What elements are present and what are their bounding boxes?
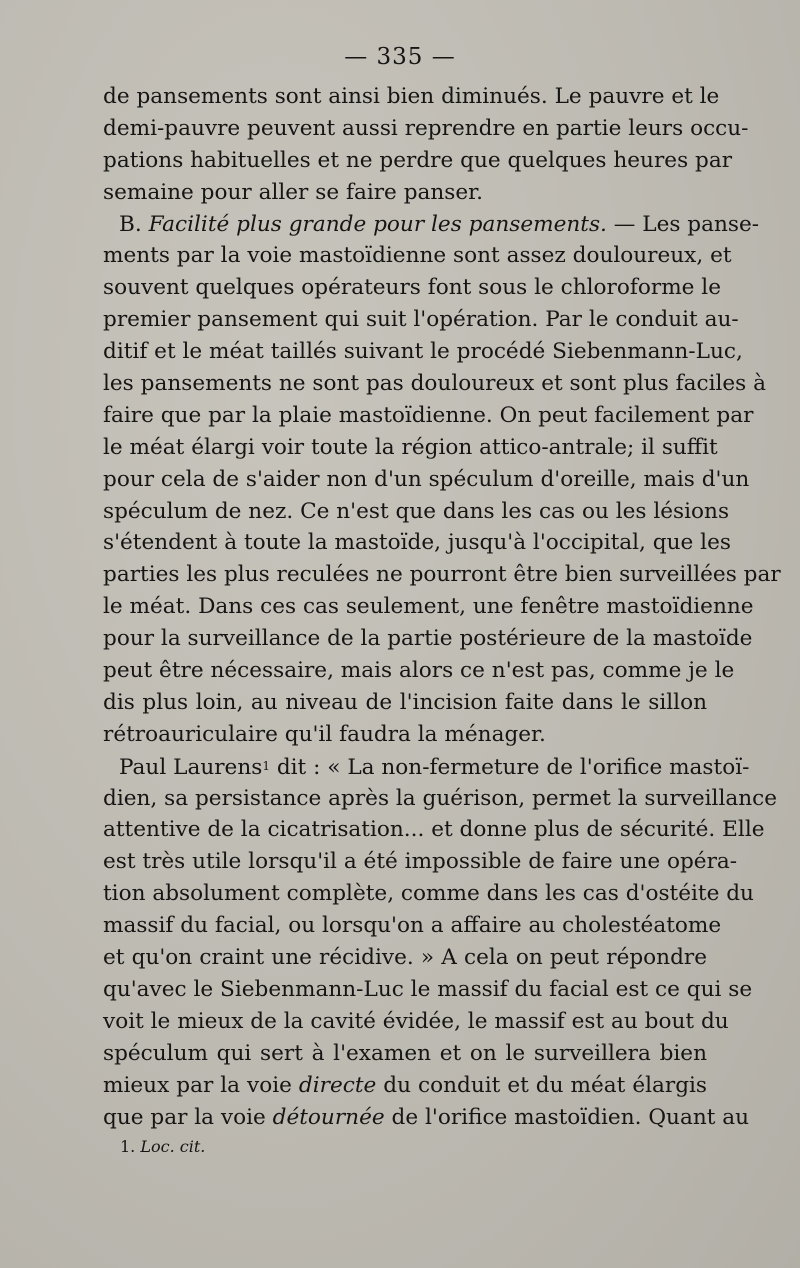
text-line — [103, 304, 739, 336]
text-segment: spéculum de nez. Ce n'est que dans les cas ou les lésions — [103, 498, 730, 524]
text-segment: dien, sa persistance après la guérison, permet la surveillance — [103, 785, 778, 811]
text-line — [103, 400, 754, 432]
text-segment: pour cela de s'aider non d'un spéculum d'oreille, mais d'un — [103, 466, 750, 492]
footnote — [120, 1137, 205, 1156]
text-line — [103, 814, 765, 846]
text-line — [103, 719, 707, 751]
text-line — [103, 910, 722, 942]
text-segment: voit le mieux de la cavité évidée, le massif est au bout du — [103, 1008, 729, 1034]
text-segment: tion absolument complète, comme dans les cas d'ostéite du — [103, 881, 754, 907]
text-segment: s'étendent à toute la mastoïde, jusqu'à l'occipital, que les — [103, 530, 731, 556]
text-segment: faire que par la plaie mastoïdienne. On peut facilement par — [103, 402, 754, 428]
text-line — [103, 878, 754, 910]
text-segment: — Les panse- — [606, 211, 760, 237]
text-segment: que par la voie — [103, 1104, 273, 1130]
text-segment: B. — [119, 211, 149, 237]
text-line — [103, 1102, 750, 1134]
text-line — [103, 368, 767, 400]
text-segment: le méat élargi voir toute la région attico-antrale; il suffit — [103, 434, 718, 460]
text-segment: dis plus loin, au niveau de l'incision faite dans le sillon — [103, 689, 707, 715]
text-segment: qu'avec le Siebenmann-Luc le massif du facial est ce qui se — [103, 976, 753, 1002]
text-segment: pations habituelles et ne perdre que quelques heures par — [103, 147, 733, 173]
text-line — [103, 591, 754, 623]
text-line — [103, 1038, 707, 1070]
text-line — [103, 496, 730, 528]
text-line — [103, 527, 731, 559]
text-segment: ditif et le méat taillés suivant le procédé Siebenmann-Luc, — [103, 339, 743, 365]
text-segment: semaine pour aller se faire panser. — [103, 179, 483, 205]
text-segment: dit : « La non-fermeture de l'orifice mastoï- — [269, 754, 750, 780]
text-line — [103, 655, 735, 687]
text-segment: détournée — [272, 1104, 385, 1130]
footnote-number: 1. — [120, 1137, 141, 1156]
text-segment: premier pansement qui suit l'opération. Par le conduit au- — [103, 307, 739, 333]
text-segment: Paul Laurens — [119, 754, 263, 780]
text-line — [103, 209, 760, 241]
text-line — [103, 113, 749, 145]
body-text — [103, 81, 781, 1133]
text-segment: ments par la voie mastoïdienne sont assez douloureux, et — [103, 243, 732, 269]
page-number: — 335 — — [344, 44, 456, 70]
text-line — [103, 464, 750, 496]
text-line — [103, 145, 733, 177]
text-segment: rétroauriculaire qu'il faudra la ménager. — [103, 721, 546, 747]
text-segment: attentive de la cicatrisation... et donne plus de sécurité. Elle — [103, 817, 765, 843]
text-segment: Facilité plus grande pour les pansements. — [148, 211, 607, 237]
text-line — [103, 783, 778, 815]
text-line — [103, 623, 753, 655]
text-segment: de pansements sont ainsi bien diminués. Le pauvre et le — [103, 84, 720, 109]
text-segment: parties les plus reculées ne pourront être bien surveillées par — [103, 562, 781, 588]
text-segment: peut être nécessaire, mais alors ce n'est pas, comme je le — [103, 658, 735, 684]
text-line — [103, 177, 707, 209]
text-line — [103, 432, 718, 464]
text-line — [103, 240, 732, 272]
text-line — [103, 1006, 729, 1038]
text-segment: souvent quelques opérateurs font sous le chloroforme le — [103, 275, 721, 301]
text-line — [103, 942, 707, 974]
text-line — [103, 559, 781, 591]
footnote-ref: 1 — [262, 758, 270, 773]
text-segment: est très utile lorsqu'il a été impossible de faire une opéra- — [103, 849, 738, 875]
text-segment: de l'orifice mastoïdien. Quant au — [384, 1104, 750, 1130]
text-line — [103, 1070, 707, 1102]
text-segment: pour la surveillance de la partie postérieure de la mastoïde — [103, 626, 753, 652]
text-line — [103, 687, 707, 719]
text-segment: et qu'on craint une récidive. » A cela on peut répondre — [103, 945, 707, 971]
text-segment: massif du facial, ou lorsqu'on a affaire au cholestéatome — [103, 913, 722, 939]
text-segment: demi-pauvre peuvent aussi reprendre en partie leurs occu- — [103, 115, 749, 141]
text-segment: mieux par la voie — [103, 1072, 299, 1098]
text-line — [103, 81, 720, 113]
text-segment: spéculum qui sert à l'examen et on le surveillera bien — [103, 1040, 707, 1066]
text-segment: les pansements ne sont pas douloureux et sont plus faciles à — [103, 371, 767, 397]
text-segment: directe — [298, 1072, 377, 1098]
text-segment: du conduit et du méat élargis — [376, 1072, 708, 1098]
text-line — [103, 336, 743, 368]
text-line — [103, 846, 738, 878]
text-line — [103, 974, 753, 1006]
footnote-text: Loc. cit. — [140, 1137, 206, 1156]
text-segment: le méat. Dans ces cas seulement, une fenêtre mastoïdienne — [103, 594, 754, 620]
text-line — [103, 751, 750, 783]
text-line — [103, 272, 721, 304]
